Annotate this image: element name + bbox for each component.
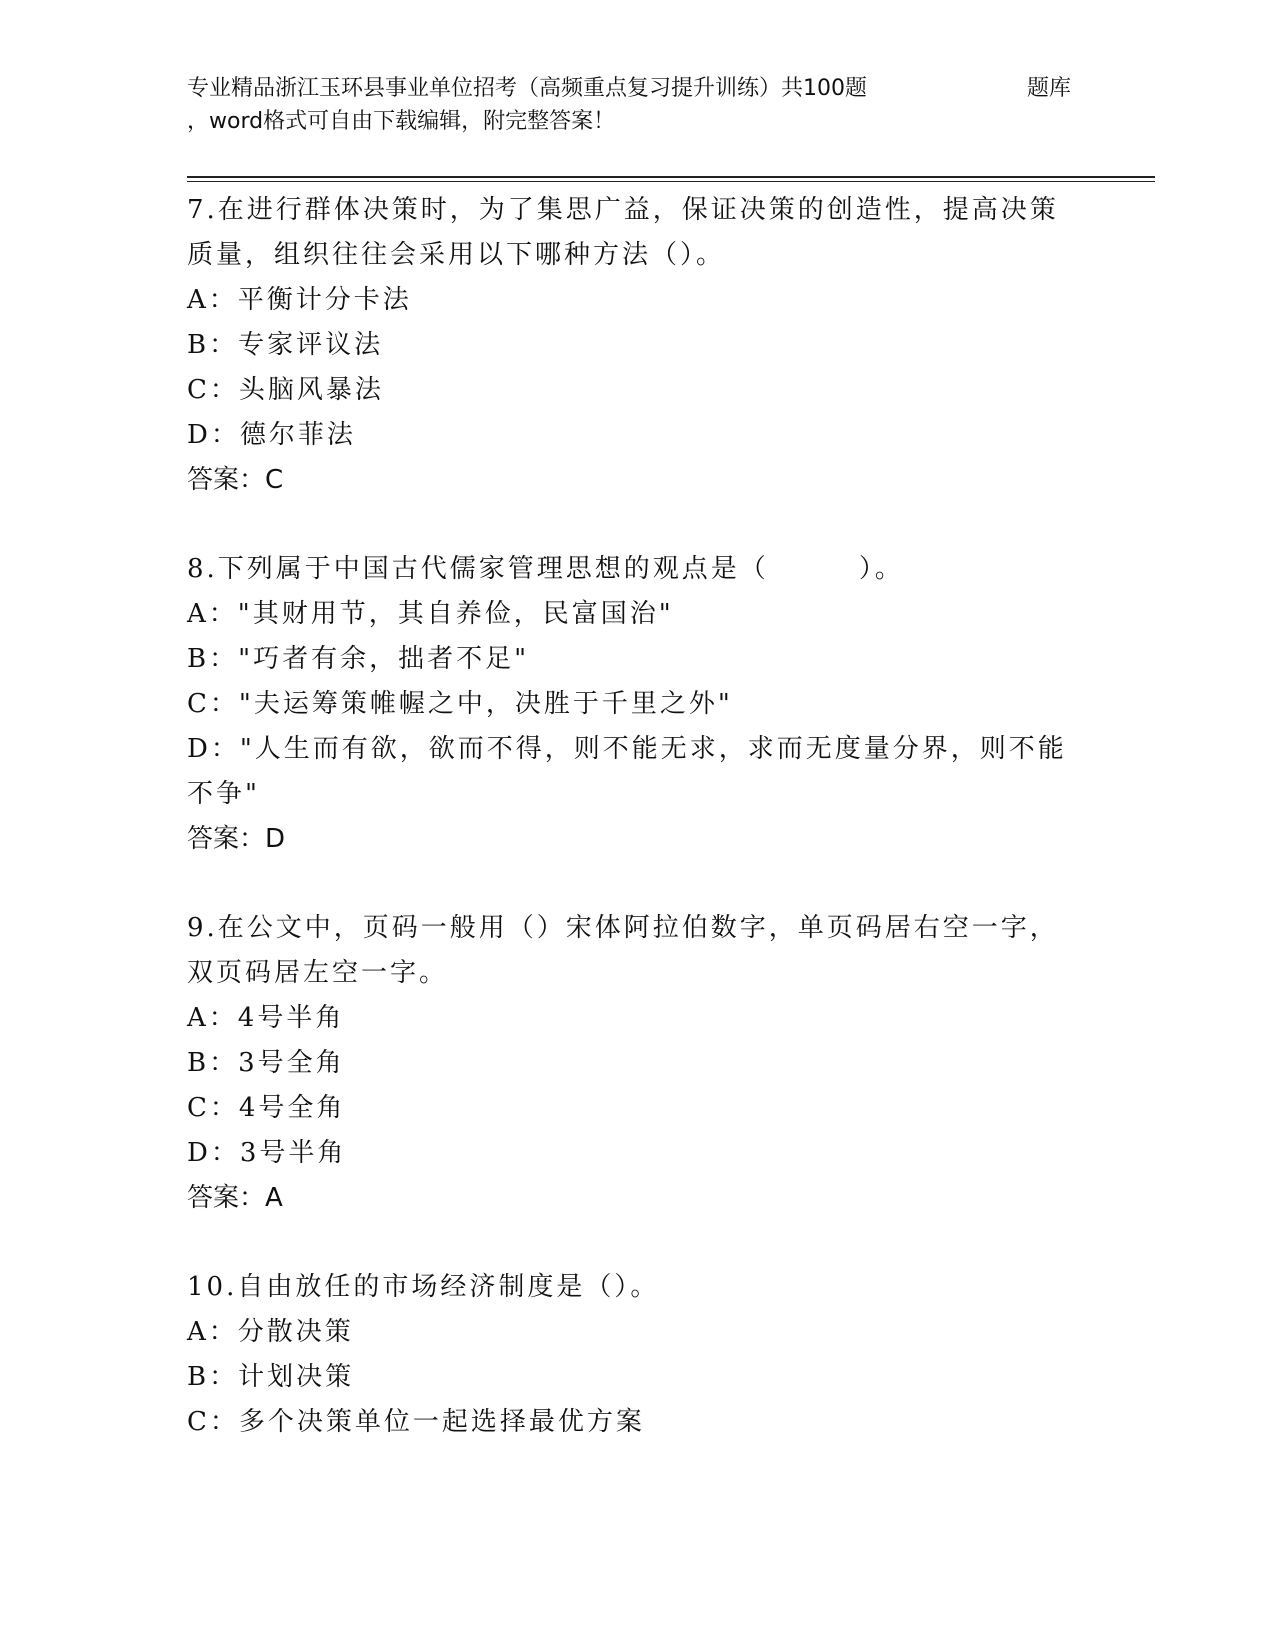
answer: 答案：C (187, 465, 284, 495)
question-9 (187, 906, 1087, 1221)
question-stem: 10.自由放任的市场经济制度是（）。 (187, 1272, 660, 1302)
option-a: A："其财用节，其自养俭，民富国治" (187, 599, 674, 629)
header-line-1 (187, 72, 1097, 105)
question-stem: 9.在公文中，页码一般用（）宋体阿拉伯数字，单页码居右空一字， (187, 913, 1059, 943)
header-divider-thick (187, 176, 1155, 178)
question-stem: 8.下列属于中国古代儒家管理思想的观点是（ ）。 (187, 554, 904, 584)
question-stem: 7.在进行群体决策时，为了集思广益，保证决策的创造性，提高决策 (187, 195, 1059, 225)
page-header (187, 72, 1097, 138)
option-a: A：分散决策 (187, 1317, 354, 1347)
option-d: D：3号半角 (187, 1138, 347, 1168)
option-c: C：多个决策单位一起选择最优方案 (187, 1407, 645, 1437)
option-b: B：3号全角 (187, 1048, 345, 1078)
answer: 答案：D (187, 824, 286, 854)
question-7 (187, 188, 1087, 503)
answer: 答案：A (187, 1183, 283, 1213)
question-stem: 双页码居左空一字。 (187, 958, 449, 988)
question-8 (187, 547, 1087, 862)
option-d-continued: 不争" (187, 779, 260, 809)
option-c: C：4号全角 (187, 1093, 346, 1123)
question-stem: 质量，组织往往会采用以下哪种方法（）。 (187, 240, 726, 270)
option-d: D："人生而有欲，欲而不得，则不能无求，求而无度量分界，则不能 (187, 734, 1067, 764)
option-d: D：德尔菲法 (187, 420, 356, 450)
question-10 (187, 1265, 1087, 1445)
option-b: B：专家评议法 (187, 330, 384, 360)
header-line-2: ，word格式可自由下载编辑，附完整答案！ (187, 109, 616, 134)
header-divider-thin (187, 181, 1155, 182)
option-b: B："巧者有余，拙者不足" (187, 644, 530, 674)
question-list (187, 188, 1087, 1489)
option-a: A：4号半角 (187, 1003, 345, 1033)
option-a: A：平衡计分卡法 (187, 285, 412, 315)
option-c: C："夫运筹策帷幄之中，决胜于千里之外" (187, 689, 733, 719)
option-c: C：头脑风暴法 (187, 375, 384, 405)
option-b: B：计划决策 (187, 1362, 355, 1392)
header-right-label: 题库 (1027, 76, 1072, 101)
header-title: 专业精品浙江玉环县事业单位招考（高频重点复习提升训练）共100题 (187, 76, 867, 101)
